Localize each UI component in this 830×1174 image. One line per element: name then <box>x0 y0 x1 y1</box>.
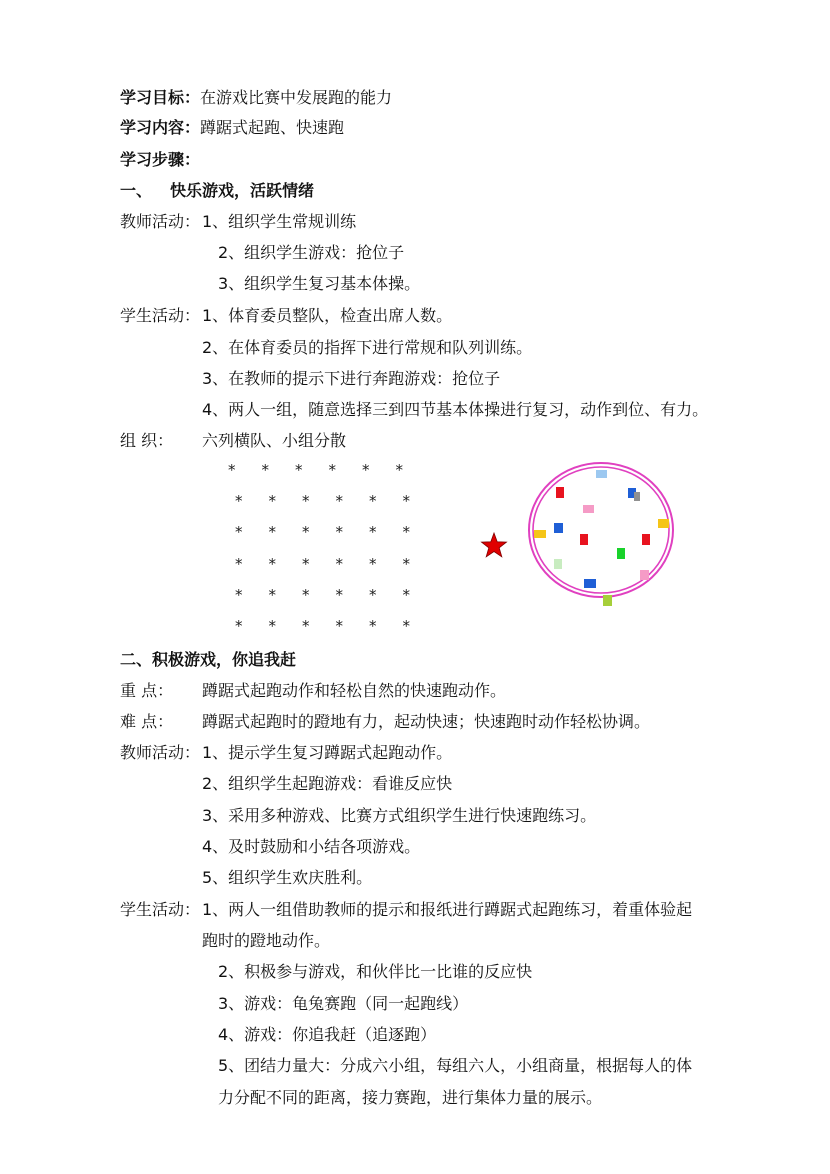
section1-teacher-label: 教师活动： <box>120 212 201 231</box>
formation-student-mark: * <box>235 492 243 510</box>
teacher-star-icon <box>482 533 507 557</box>
formation-student-mark: * <box>335 555 343 573</box>
section2-student-item: 4、游戏：你追我赶（追逐跑） <box>218 1025 437 1044</box>
marker-square <box>640 570 649 580</box>
formation-student-mark: * <box>369 555 377 573</box>
formation-student-mark: * <box>369 617 377 635</box>
section2-student-label: 学生活动： <box>120 900 201 919</box>
formation-student-mark: * <box>402 586 410 604</box>
objective-line <box>120 88 392 108</box>
formation-student-mark: * <box>369 586 377 604</box>
formation-student-mark: * <box>268 492 276 510</box>
formation-student-mark: * <box>302 617 310 635</box>
organization-label: 组 织： <box>120 431 174 450</box>
section1-student-item: 4、两人一组，随意选择三到四节基本体操进行复习，动作到位、有力。 <box>202 400 709 419</box>
content-label: 学习内容： <box>120 118 201 137</box>
formation-student-mark: * <box>235 555 243 573</box>
marker-square <box>580 534 588 545</box>
marker-square <box>534 530 546 538</box>
formation-student-mark: * <box>369 523 377 541</box>
formation-student-mark: * <box>362 461 370 479</box>
section2-student-item: 1、两人一组借助教师的提示和报纸进行蹲踞式起跑练习，着重体验起 <box>202 900 693 919</box>
section1-student-item: 3、在教师的提示下进行奔跑游戏：抢位子 <box>202 369 501 388</box>
section1-number: 一、 <box>120 181 153 200</box>
marker-square <box>634 492 640 501</box>
content-line <box>120 118 344 138</box>
section1-teacher-item: 1、组织学生常规训练 <box>202 212 357 231</box>
marker-square <box>603 595 612 606</box>
objective-label: 学习目标： <box>120 88 201 107</box>
formation-student-mark: * <box>335 586 343 604</box>
organization-text: 六列横队、小组分散 <box>202 431 347 450</box>
formation-student-mark: * <box>335 523 343 541</box>
formation-student-mark: * <box>268 617 276 635</box>
section1-student-label: 学生活动： <box>120 306 201 325</box>
formation-student-mark: * <box>235 586 243 604</box>
section1-student-item: 2、在体育委员的指挥下进行常规和队列训练。 <box>202 338 533 357</box>
formation-student-mark: * <box>402 617 410 635</box>
formation-student-mark: * <box>402 523 410 541</box>
marker-square <box>583 505 594 513</box>
marker-square <box>554 523 563 533</box>
section2-teacher-label: 教师活动： <box>120 743 201 762</box>
formation-student-mark: * <box>228 461 236 479</box>
marker-square <box>584 579 596 588</box>
formation-student-mark: * <box>268 523 276 541</box>
key-point-text: 蹲踞式起跑动作和轻松自然的快速跑动作。 <box>202 681 507 700</box>
steps-label: 学习步骤： <box>120 150 201 169</box>
section2-teacher-item: 5、组织学生欢庆胜利。 <box>202 868 373 887</box>
difficulty-label: 难 点： <box>120 712 174 731</box>
formation-student-mark: * <box>335 492 343 510</box>
marker-square <box>642 534 650 545</box>
section2-student-item-cont: 力分配不同的距离，接力赛跑，进行集体力量的展示。 <box>218 1088 603 1107</box>
formation-student-mark: * <box>335 617 343 635</box>
formation-student-mark: * <box>235 617 243 635</box>
key-point-label: 重 点： <box>120 681 174 700</box>
difficulty-text: 蹲踞式起跑时的蹬地有力，起动快速；快速跑时动作轻松协调。 <box>202 712 651 731</box>
objective-text: 在游戏比赛中发展跑的能力 <box>200 88 393 107</box>
section1-teacher-item: 3、组织学生复习基本体操。 <box>218 274 421 293</box>
section1-student-item: 1、体育委员整队，检查出席人数。 <box>202 306 453 325</box>
circle-outer <box>529 463 673 597</box>
formation-student-mark: * <box>369 492 377 510</box>
section2-teacher-item: 4、及时鼓励和小结各项游戏。 <box>202 837 421 856</box>
section2-teacher-item: 1、提示学生复习蹲踞式起跑动作。 <box>202 743 453 762</box>
section2-student-item-cont: 跑时的蹬地动作。 <box>202 931 331 950</box>
section1-title: 快乐游戏，活跃情绪 <box>170 181 315 200</box>
formation-student-mark: * <box>302 523 310 541</box>
formation-student-mark: * <box>395 461 403 479</box>
content-text: 蹲踞式起跑、快速跑 <box>200 118 345 137</box>
formation-student-mark: * <box>328 461 336 479</box>
section2-teacher-item: 3、采用多种游戏、比赛方式组织学生进行快速跑练习。 <box>202 806 597 825</box>
section2-student-item: 5、团结力量大：分成六小组，每组六人，小组商量，根据每人的体 <box>218 1056 693 1075</box>
formation-student-mark: * <box>402 555 410 573</box>
formation-student-mark: * <box>268 586 276 604</box>
formation-student-mark: * <box>268 555 276 573</box>
formation-student-mark: * <box>402 492 410 510</box>
section2-title: 二、积极游戏，你追我赶 <box>120 650 297 669</box>
marker-square <box>596 470 607 478</box>
marker-square <box>556 487 564 498</box>
formation-student-mark: * <box>295 461 303 479</box>
marker-square <box>554 559 562 569</box>
section1-teacher-item: 2、组织学生游戏：抢位子 <box>218 243 405 262</box>
game-diagram <box>470 455 690 615</box>
section2-teacher-item: 2、组织学生起跑游戏：看谁反应快 <box>202 774 453 793</box>
marker-square <box>617 548 625 559</box>
formation-student-mark: * <box>302 586 310 604</box>
marker-square <box>658 519 669 528</box>
formation-student-mark: * <box>261 461 269 479</box>
formation-student-mark: * <box>302 555 310 573</box>
formation-student-mark: * <box>302 492 310 510</box>
section2-student-item: 3、游戏：龟兔赛跑（同一起跑线） <box>218 994 469 1013</box>
section2-student-item: 2、积极参与游戏，和伙伴比一比谁的反应快 <box>218 962 533 981</box>
formation-student-mark: * <box>235 523 243 541</box>
